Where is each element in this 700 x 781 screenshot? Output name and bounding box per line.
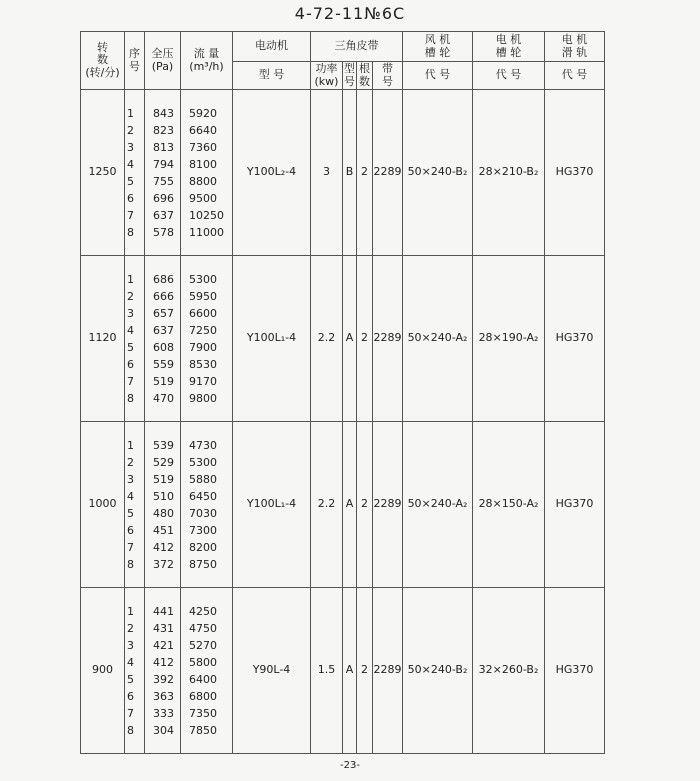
header-motor-rail: 电 机 滑 轨 [545,32,605,62]
pressure-cell-value: 441 [153,604,174,618]
pressure-cell-value: 559 [153,357,174,371]
header-seq: 序 号 [125,32,145,90]
belt-type-cell: A [343,588,357,754]
pressure-cell-value: 470 [153,391,174,405]
seq-cell-value: 7 [127,540,134,554]
seq-cell-value: 2 [127,289,134,303]
flow-cell-value: 4730 [189,438,217,452]
motor-pulley-cell: 28×190-A₂ [473,256,545,422]
pressure-cell-value: 794 [153,157,174,171]
table-row [81,90,605,256]
flow-cell-value: 7030 [189,506,217,520]
pressure-cell [145,588,181,754]
seq-cell-value: 8 [127,225,134,239]
flow-cell-value: 7250 [189,323,217,337]
pressure-cell [145,90,181,256]
pressure-cell-value: 363 [153,689,174,703]
seq-cell-value: 5 [127,340,134,354]
pressure-cell-value: 333 [153,706,174,720]
motor-rail-cell: HG370 [545,588,605,754]
motor-pulley-cell: 32×260-B₂ [473,588,545,754]
pressure-cell-value: 412 [153,540,174,554]
pressure-cell-value: 666 [153,289,174,303]
seq-cell-value: 8 [127,391,134,405]
flow-cell-value: 6640 [189,123,217,137]
header-power: 功率 (kw) [311,62,343,90]
flow-cell-value: 9800 [189,391,217,405]
motor-model-cell: Y90L-4 [233,588,311,754]
header-motor: 电动机 [233,32,311,62]
seq-cell-value: 6 [127,357,134,371]
flow-cell-value: 7900 [189,340,217,354]
header-motor-rail-code: 代 号 [545,62,605,90]
pressure-cell-value: 823 [153,123,174,137]
header-belt: 三角皮带 [311,32,403,62]
header-belt-count: 根 数 [357,62,373,90]
page-number: -23- [340,760,360,771]
belt-length-cell: 2289 [373,422,403,588]
seq-cell-value: 2 [127,621,134,635]
pressure-cell-value: 686 [153,272,174,286]
flow-cell [181,256,233,422]
seq-cell-value: 6 [127,191,134,205]
header-motor-pulley: 电 机 槽 轮 [473,32,545,62]
seq-cell-value: 6 [127,523,134,537]
pressure-cell-value: 421 [153,638,174,652]
flow-cell-value: 6450 [189,489,217,503]
flow-cell-value: 8100 [189,157,217,171]
pressure-cell-value: 608 [153,340,174,354]
belt-count-cell: 2 [357,588,373,754]
fan-pulley-cell: 50×240-B₂ [403,90,473,256]
flow-cell-value: 5300 [189,272,217,286]
power-cell: 1.5 [311,588,343,754]
belt-count-cell: 2 [357,90,373,256]
flow-cell-value: 8800 [189,174,217,188]
power-cell: 2.2 [311,256,343,422]
seq-cell-value: 8 [127,557,134,571]
belt-type-cell: A [343,422,357,588]
seq-cell-value: 4 [127,655,134,669]
header-flow: 流 量 (m³/h) [181,32,233,90]
flow-cell-value: 8530 [189,357,217,371]
pressure-cell-value: 372 [153,557,174,571]
flow-cell-value: 11000 [189,225,224,239]
header-speed: 转 数 (转/分) [81,32,125,90]
page-title: 4-72-11№6C [294,4,406,23]
flow-cell-value: 5800 [189,655,217,669]
pressure-cell-value: 637 [153,208,174,222]
seq-cell-value: 3 [127,472,134,486]
seq-cell-value: 6 [127,689,134,703]
flow-cell-value: 7350 [189,706,217,720]
seq-cell-value: 2 [127,455,134,469]
flow-cell [181,588,233,754]
motor-model-cell: Y100L₁-4 [233,422,311,588]
seq-cell [125,422,145,588]
pressure-cell-value: 843 [153,106,174,120]
flow-cell-value: 6600 [189,306,217,320]
flow-cell-value: 10250 [189,208,224,222]
pressure-cell-value: 451 [153,523,174,537]
table-row [81,588,605,754]
speed-cell: 1250 [81,90,125,256]
pressure-cell-value: 480 [153,506,174,520]
flow-cell [181,422,233,588]
flow-cell-value: 6800 [189,689,217,703]
flow-cell-value: 4250 [189,604,217,618]
flow-cell-value: 6400 [189,672,217,686]
fan-pulley-cell: 50×240-A₂ [403,256,473,422]
seq-cell-value: 5 [127,506,134,520]
belt-length-cell: 2289 [373,588,403,754]
seq-cell-value: 4 [127,323,134,337]
pressure-cell-value: 539 [153,438,174,452]
flow-cell-value: 8200 [189,540,217,554]
header-fan-pulley-code: 代 号 [403,62,473,90]
pressure-cell-value: 392 [153,672,174,686]
pressure-cell-value: 637 [153,323,174,337]
power-cell: 3 [311,90,343,256]
pressure-cell-value: 510 [153,489,174,503]
pressure-cell-value: 412 [153,655,174,669]
seq-cell-value: 4 [127,489,134,503]
pressure-cell-value: 813 [153,140,174,154]
header-pressure: 全压 (Pa) [145,32,181,90]
pressure-cell-value: 519 [153,374,174,388]
speed-cell: 1000 [81,422,125,588]
seq-cell-value: 3 [127,306,134,320]
flow-cell-value: 7300 [189,523,217,537]
pressure-cell-value: 657 [153,306,174,320]
seq-cell-value: 1 [127,106,134,120]
speed-cell: 900 [81,588,125,754]
pressure-cell [145,422,181,588]
seq-cell-value: 2 [127,123,134,137]
flow-cell-value: 5950 [189,289,217,303]
seq-cell-value: 7 [127,706,134,720]
flow-cell-value: 7360 [189,140,217,154]
motor-rail-cell: HG370 [545,422,605,588]
motor-model-cell: Y100L₁-4 [233,256,311,422]
seq-cell-value: 8 [127,723,134,737]
speed-cell: 1120 [81,256,125,422]
seq-cell [125,588,145,754]
motor-rail-cell: HG370 [545,90,605,256]
fan-spec-table [80,31,605,754]
motor-rail-cell: HG370 [545,256,605,422]
pressure-cell-value: 696 [153,191,174,205]
flow-cell-value: 7850 [189,723,217,737]
flow-cell-value: 5270 [189,638,217,652]
flow-cell-value: 8750 [189,557,217,571]
seq-cell [125,90,145,256]
header-belt-length: 带 号 [373,62,403,90]
seq-cell-value: 5 [127,174,134,188]
power-cell: 2.2 [311,422,343,588]
table-row [81,256,605,422]
motor-model-cell: Y100L₂-4 [233,90,311,256]
flow-cell-value: 9170 [189,374,217,388]
fan-pulley-cell: 50×240-B₂ [403,588,473,754]
pressure-cell [145,256,181,422]
seq-cell-value: 4 [127,157,134,171]
motor-pulley-cell: 28×150-A₂ [473,422,545,588]
flow-cell-value: 5300 [189,455,217,469]
belt-length-cell: 2289 [373,90,403,256]
seq-cell-value: 7 [127,208,134,222]
header-belt-type: 型 号 [344,61,355,88]
seq-cell-value: 3 [127,140,134,154]
flow-cell-value: 4750 [189,621,217,635]
pressure-cell-value: 304 [153,723,174,737]
belt-count-cell: 2 [357,256,373,422]
seq-cell-value: 5 [127,672,134,686]
motor-pulley-cell: 28×210-B₂ [473,90,545,256]
flow-cell-value: 5920 [189,106,217,120]
seq-cell [125,256,145,422]
flow-cell-value: 9500 [189,191,217,205]
fan-pulley-cell: 50×240-A₂ [403,422,473,588]
header-fan-pulley: 风 机 槽 轮 [403,32,473,62]
seq-cell-value: 1 [127,604,134,618]
header-motor-pulley-code: 代 号 [473,62,545,90]
belt-type-cell: A [343,256,357,422]
seq-cell-value: 3 [127,638,134,652]
flow-cell-value: 5880 [189,472,217,486]
pressure-cell-value: 529 [153,455,174,469]
table-row [81,422,605,588]
header-motor-model: 型 号 [233,62,311,90]
pressure-cell-value: 431 [153,621,174,635]
seq-cell-value: 7 [127,374,134,388]
belt-type-cell: B [343,90,357,256]
seq-cell-value: 1 [127,272,134,286]
belt-count-cell: 2 [357,422,373,588]
pressure-cell-value: 519 [153,472,174,486]
pressure-cell-value: 578 [153,225,174,239]
belt-length-cell: 2289 [373,256,403,422]
pressure-cell-value: 755 [153,174,174,188]
seq-cell-value: 1 [127,438,134,452]
flow-cell [181,90,233,256]
